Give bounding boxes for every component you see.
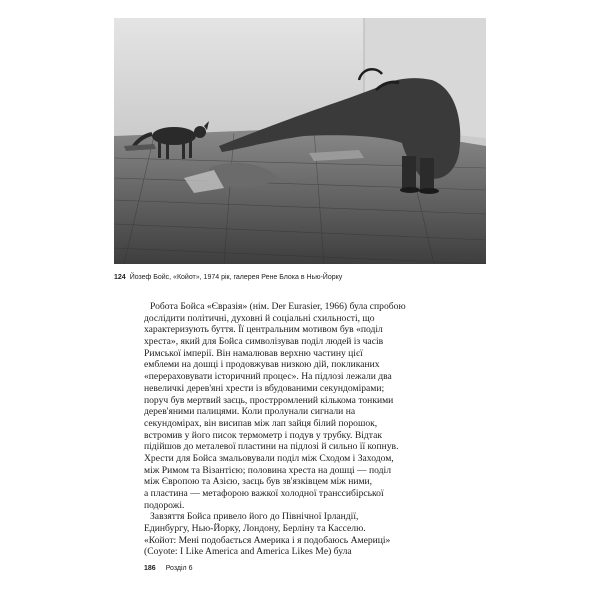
text-line: Робота Бойса «Євразія» (нім. Der Eurasier, 1966) була спробою bbox=[150, 301, 406, 312]
text-line: між Європою та Азією, заєць був зв'язківцем між ними, bbox=[144, 476, 373, 488]
text-line: (Coyote: I Like America and America Likes Me) була bbox=[144, 546, 352, 558]
text-line: «Койот: Мені подобається Америка і я подобаюсь Америці» bbox=[144, 534, 391, 546]
figure-caption-text: Йозеф Бойс, «Койот», 1974 рік, галерея Рене Блока в Нью-Йорку bbox=[129, 274, 343, 281]
paragraph bbox=[144, 301, 484, 511]
section-label: Розділ 6 bbox=[165, 565, 193, 572]
text-line: дерев'яними палицями. Коли пролунали сигнали на bbox=[144, 406, 356, 418]
text-line: Единбургу, Нью-Йорку, Лондону, Берліну та Касселю. bbox=[144, 523, 366, 535]
text-line: між Римом та Візантією; половина хреста на дошці — поділ bbox=[144, 464, 392, 476]
figure-photo bbox=[114, 18, 486, 264]
text-line: встромив у його писок термометр і подув у трубку. Відтак bbox=[144, 429, 382, 441]
text-line: характеризують буття. Її центральним мотивом був «поділ bbox=[144, 324, 383, 336]
text-line: підійшов до металевої пластини на підлозі й сильно її копнув. bbox=[144, 441, 399, 453]
text-line: невеличкі дерев'яні хрести із вбудованими секундомірами; bbox=[144, 382, 385, 394]
figure-number: 124 bbox=[114, 274, 126, 281]
body-text bbox=[144, 301, 484, 558]
text-line: поруч був мертвий заєць, прострромлений кількома тонкими bbox=[144, 394, 394, 406]
text-line: Римської імперії. Він намалював верхню частину цієї bbox=[144, 347, 363, 359]
text-line: «перераховувати історичний процес». На підлозі лежали два bbox=[144, 371, 392, 383]
page-number: 186 bbox=[144, 565, 156, 572]
text-line: секундомірах, він висипав між лап зайця білий порошок, bbox=[144, 417, 378, 429]
page-footer bbox=[144, 565, 192, 572]
text-line: емблеми на дошці і продовжував низкою дій, покликаних bbox=[144, 359, 380, 371]
coyote-performance-photo bbox=[114, 18, 486, 264]
text-line: а пластина — метафорою важкої холодної транссибірської bbox=[144, 488, 384, 499]
text-line: подорожі. bbox=[144, 499, 185, 511]
text-line: хреста», який для Бойса символізував поділ людей із часів bbox=[144, 336, 384, 348]
text-line: дослідити політичні, духовні й соціальні схильності, що bbox=[144, 312, 375, 324]
text-line: Завзяття Бойса привело його до Північної Ірландії, bbox=[150, 511, 359, 523]
text-line: Хрести для Бойса змальовували поділ між Сходом і Заходом, bbox=[144, 452, 394, 464]
paragraph bbox=[144, 511, 484, 558]
figure-caption bbox=[114, 273, 494, 282]
